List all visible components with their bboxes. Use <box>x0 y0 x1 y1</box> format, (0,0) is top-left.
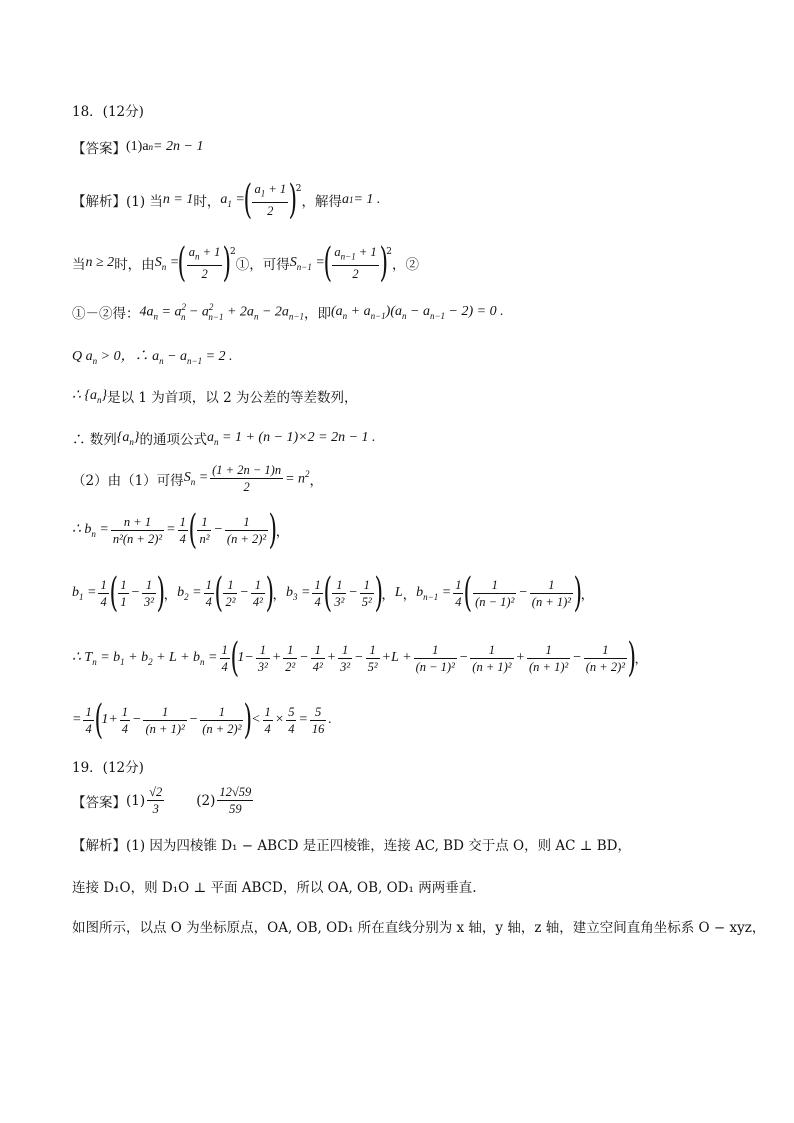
q18-analysis-line2: 当 n ≥ 2 时，由 $S_n$ = ( $\frac{a_n + 1}{2}$ ) 2 ①，可得 $S_{n-1}$ = ( $\frac{a_{n-1} + 1}{2}$ ) 2 ，② <box>72 240 420 286</box>
q18-analysis-line8: ∴ $b_n$ = $\frac{n + 1}{\text{n²(n + 2)²}}$ = $\frac{1}{4}$ ( $\frac{1}{\text{n²}}$ − $\frac{1}{\text{(n + 2)²}}$ ) ， <box>72 507 290 553</box>
q18-analysis-line11: = $\frac{1}{4}$ ( 1+ $\frac{1}{4}$ − $\frac{1}{\text{(n + 1)²}}$ − $\frac{1}{\text{(n + 2)²}}$ ) < $\frac{1}{4}$ × $\frac{5}{4}$ = $\frac{5}{16}$ . <box>72 697 332 743</box>
q18-analysis-line1: 【解析】 (1) 当 n = 1 时， $a_1$ = ( $\frac{a_1 + 1}{2}$ ) 2 ，解得 a 1 = 1 . <box>72 177 381 223</box>
q18-analysis-line5: ∴ $\{a_n\}$ 是以 1 为首项，以 2 为公差的等差数列， <box>72 388 358 406</box>
q18-analysis-line6: ∴ 数列 $\{a_n\}$ 的通项公式 $a_n = 1 + (n - 1)\times 2 = 2n - 1$ . <box>72 429 376 448</box>
answer-label: 【答案】 <box>72 141 126 157</box>
q18-header: 18．(12分) <box>72 104 144 120</box>
q19-analysis-line2: 连接 D₁O，则 D₁O ⊥ 平面 ABCD，所以 OA, OB, OD₁ 两两垂直. <box>72 880 477 896</box>
q19-analysis-line3: 如图所示，以点 O 为坐标原点，OA, OB, OD₁ 所在直线分别为 x 轴，y 轴，z 轴，建立空间直角坐标系 O − xyz， <box>72 920 766 936</box>
q19-answer: 【答案】 (1) $\frac{√2}{3}$ (2) $\frac{12√59}{59}$ <box>72 785 252 816</box>
q18-answer: 【答案】 (1)a n = 2n − 1 <box>72 139 204 157</box>
q18-analysis-line9: $b_1$ = $\frac{1}{4}$ ( $\frac{1}{1}$ − $\frac{1}{\text{3²}}$ ) ， $b_2$ = $\frac{1}{4}$ ( $\frac{1}{\text{2²}}$ − $\frac{1}{\text{4²}}$ ) ， $b_3$ = $\frac{1}{4}$ ( $\frac{1}{\text{3²}}$ − $\frac{1}{\text{5²}}$ ) ， L ， $b_{n-1}$ = $\frac{1}{4}$ ( $\frac{1}{\text{(n − 1)²}}$ − $\frac{1}{\text{(n + 1)²}}$ ) ， <box>72 570 595 616</box>
q18-analysis-line10: ∴ $T_n = b_1 + b_2 + L + b_n$ = $\frac{1}{4}$ ( 1− $\frac{1}{\text{3²}}$ + $\frac{1}{\text{2²}}$ − $\frac{1}{\text{4²}}$ + $\frac{1}{\text{3²}}$ − $\frac{1}{\text{5²}}$ +L + $\frac{1}{\text{(n − 1)²}}$ − $\frac{1}{\text{(n + 1)²}}$ + $\frac{1}{\text{(n + 1)²}}$ − $\frac{1}{\text{(n + 2)²}}$ ) ， <box>72 635 648 681</box>
q19-analysis-line1: 【解析】 (1) 因为四棱锥 D₁ − ABCD 是正四棱锥，连接 AC, BD 交于点 O，则 AC ⊥ BD， <box>72 838 631 854</box>
q18-analysis-line3: ①－②得： $4a_n = a^2_n - a^2_{n-1} + 2a_n - 2a_{n-1}$ ，即 $(a_n + a_{n-1})(a_n - a_{n-1} - 2) = 0$ . <box>72 302 504 322</box>
q18-analysis-line7: （2）由（1）可得 $S_n$ = $\frac{(1 + 2n - 1)n}{2}$ = $n^2$ ， <box>72 463 324 494</box>
q18-analysis-line4: Q $a_n > 0$，∴ $a_n - a_{n-1} = 2$ . <box>72 349 233 366</box>
q19-header: 19．(12分) <box>72 760 144 776</box>
